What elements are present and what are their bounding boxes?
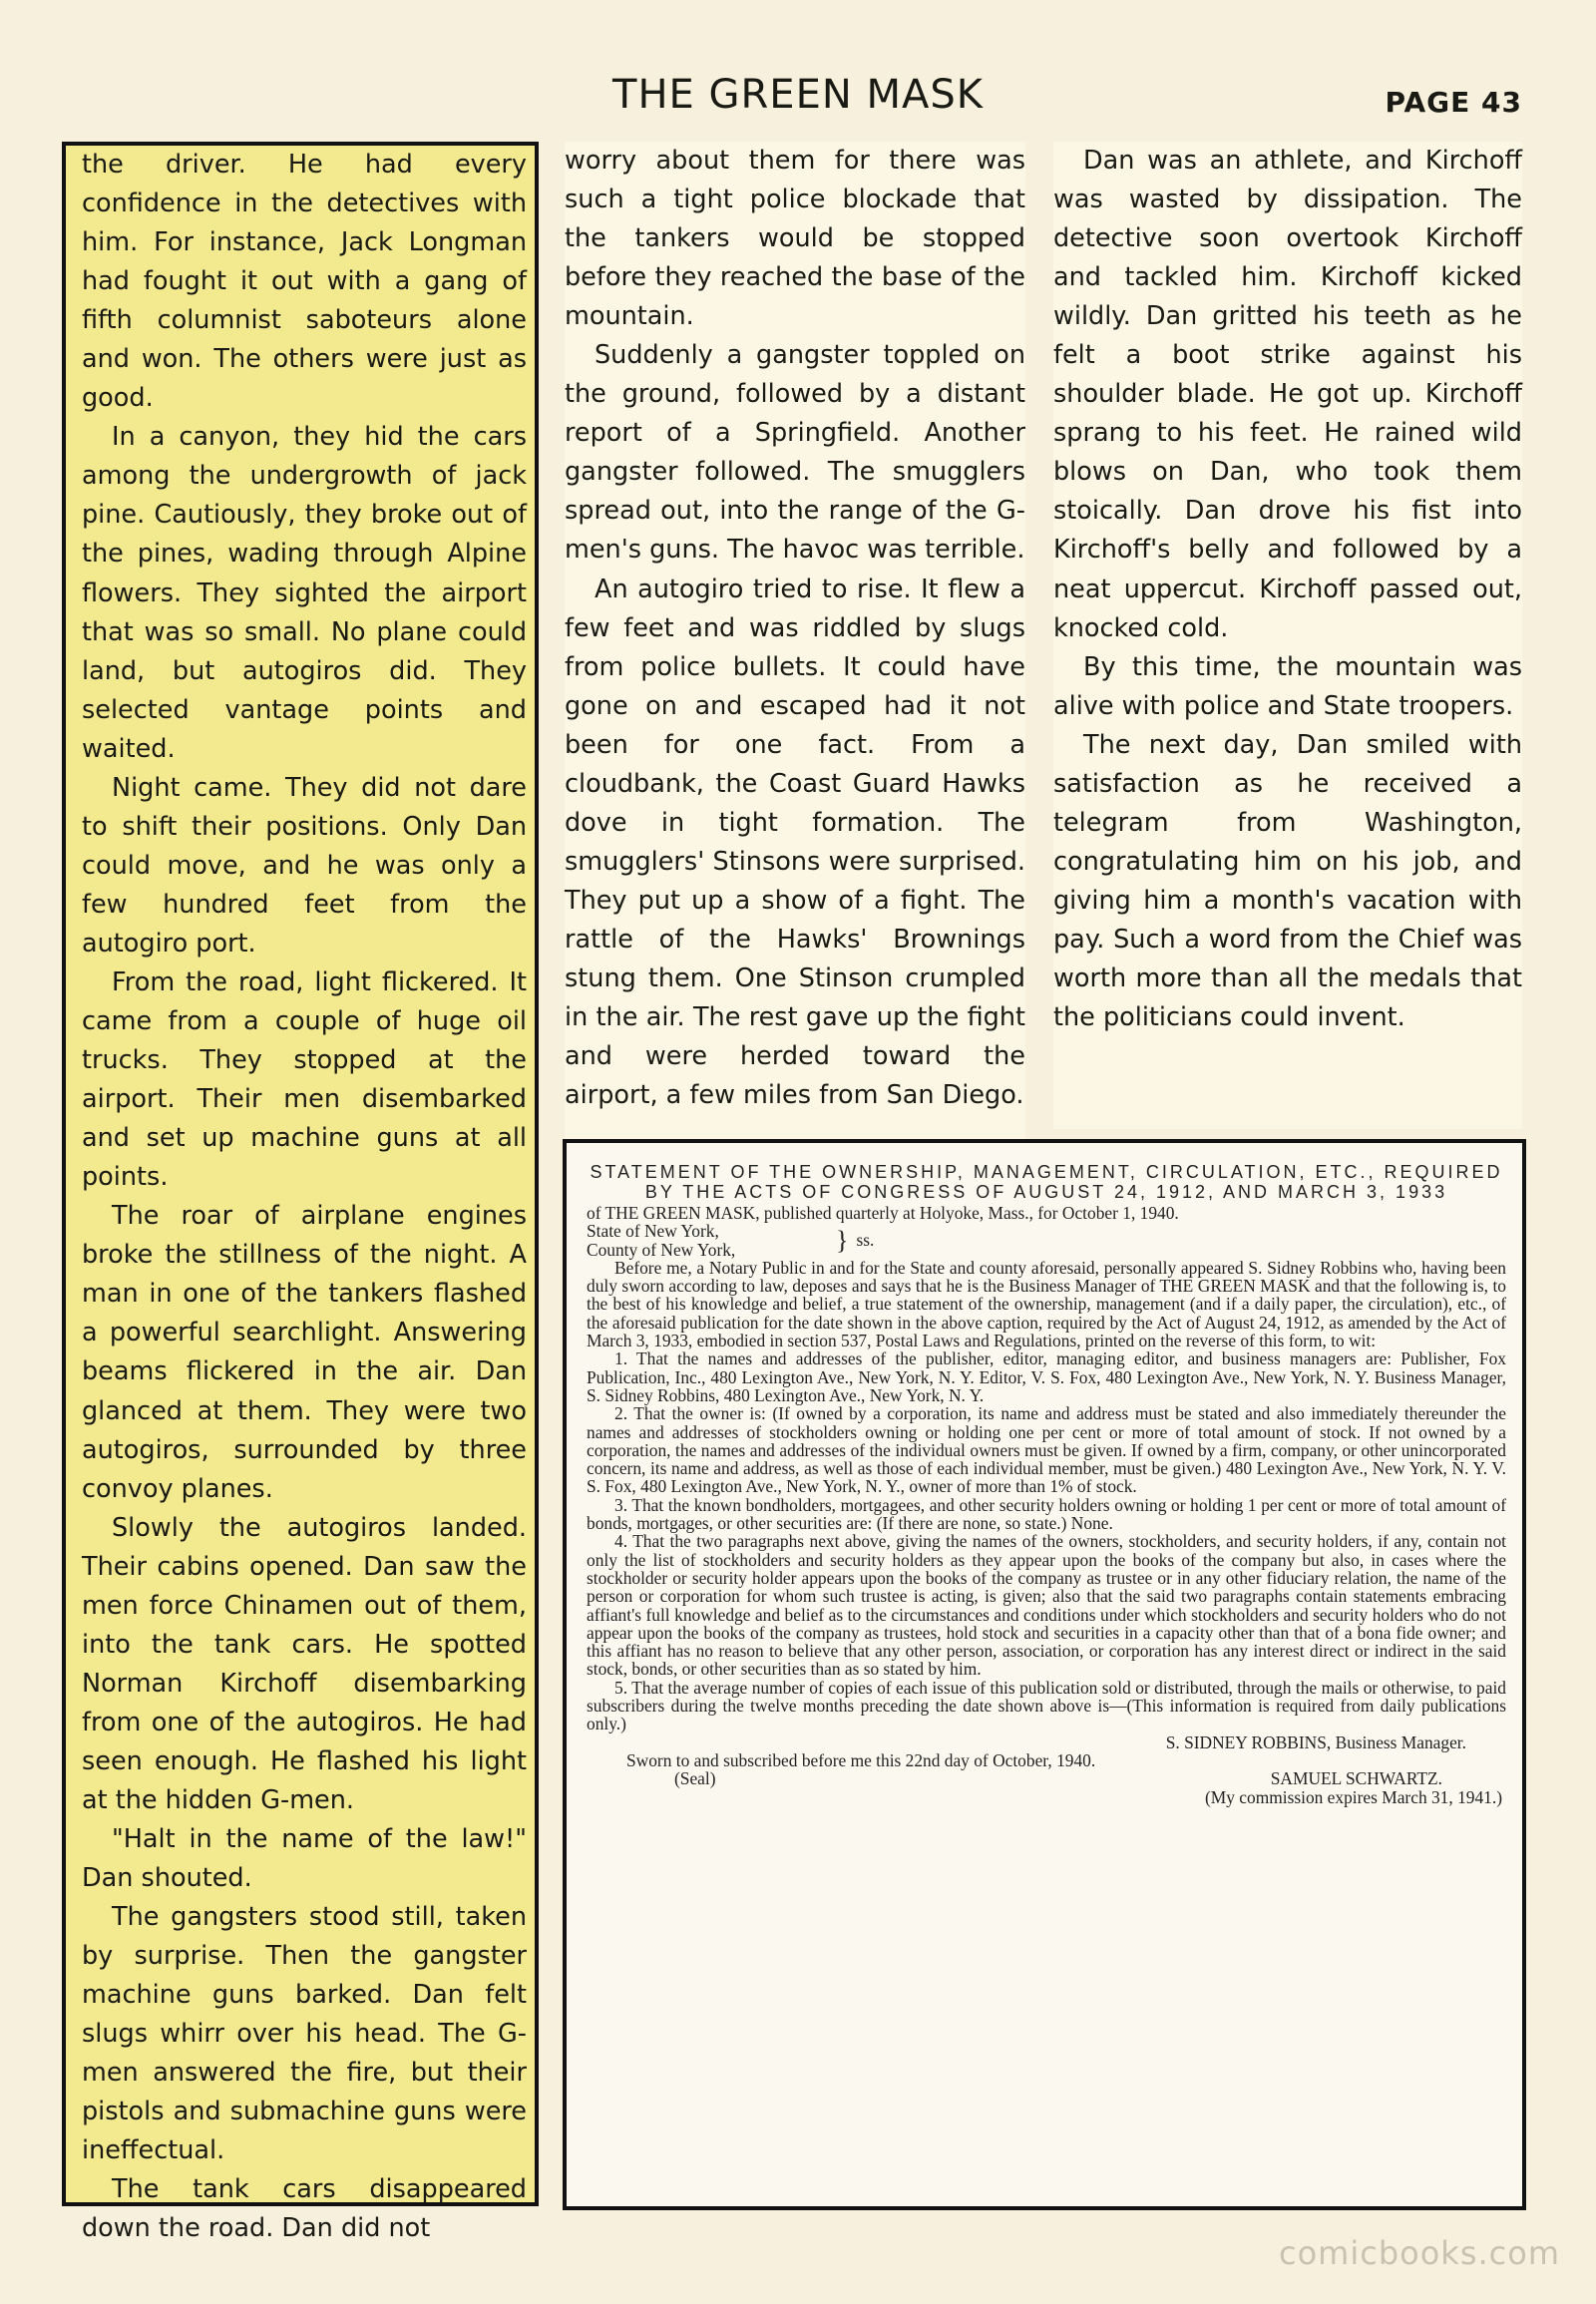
statement-heading: STATEMENT OF THE OWNERSHIP, MANAGEMENT, CIRCULATION, ETC., REQUIRED BY THE ACTS OF CONGRESS OF AUGUST 24, 1912, AND MARCH 3, 1933 xyxy=(590,1162,1503,1202)
site-watermark: comicbooks.com xyxy=(1278,2234,1560,2272)
paragraph: The tank cars disappeared down the road. Dan did not xyxy=(82,2174,527,2244)
paragraph: The roar of airplane engines broke the stillness of the night. A man in one of the tankers flashed a powerful searchlight. Answering beams flickered in the air. Dan glanced at them. They were two autogiros, surrounded by three convoy planes. xyxy=(82,1201,527,1504)
paragraph: worry about them for there was such a tight police blockade that the tankers would be stopped before they reached the base of the mountain. xyxy=(565,146,1025,332)
statement-paragraph: 5. That the average number of copies of each issue of this publication sold or distributed, through the mails or otherwise, to paid subscribers during the twelve months preceding the date shown above is—(This information is required from daily publications only.) xyxy=(587,1677,1506,1734)
story-column-2 xyxy=(565,142,1025,1141)
venue-county: County of New York, xyxy=(587,1239,736,1260)
statement-paragraph: Before me, a Notary Public in and for the State and county aforesaid, personally appeared S. Sidney Robbins who, having been duly sworn according to law, deposes and says that he is the Business Manager of THE GREEN MASK and that the following is, to the best of his knowledge and belief, a true statement of the ownership, management (and if a daily paper, the circulation), etc., of the aforesaid publication for the date shown in the above caption, required by the Act of August 24, 1912, as amended by the Act of March 3, 1933, embodied in section 537, Postal Laws and Regulations, printed on the reverse of this form, to wit: xyxy=(587,1257,1506,1351)
story-column-3 xyxy=(1053,142,1522,1129)
paragraph: the driver. He had every confidence in the detectives with him. For instance, Jack Longman had fought it out with a gang of fifth columnist saboteurs alone and won. The others were just as good. xyxy=(82,150,527,414)
paragraph: Suddenly a gangster toppled on the ground, followed by a distant report of a Springfield. Another gangster followed. The smugglers spread out, into the range of the G-men's guns. The havoc was terrible. xyxy=(565,340,1025,566)
statement-paragraph: 4. That the two paragraphs next above, giving the names of the owners, stockholders, and security holders, if any, contain not only the list of stockholders and security holders as they appear upon the books of the company but also, in cases where the stockholder or security holder appears upon the books of the company as trustee or in any other fiduciary relation, the name of the person or corporation for whom such trustee is acting, is given; also that the said two paragraphs contain statements embracing affiant's full knowledge and belief as to the circumstances and conditions under which stockholders and security holders who do not appear upon the books of the company as trustees, hold stock and securities in a capacity other than that of a bona fide owner; and this affiant has no reason to believe that any other person, association, or corporation has any interest direct or indirect in the said stock, bonds, or other securities than as so stated by him. xyxy=(587,1531,1506,1680)
paragraph: "Halt in the name of the law!" Dan shouted. xyxy=(82,1824,527,1894)
seal-row xyxy=(587,1769,1506,1787)
statement-intro: of THE GREEN MASK, published quarterly at Holyoke, Mass., for October 1, 1940. xyxy=(587,1203,1179,1223)
statement-paragraph: 2. That the owner is: (If owned by a corporation, its name and address must be stated and also immediately thereunder the names and addresses of stockholders owning or holding one per cent or more of total amount of stock. If not owned by a corporation, the names and addresses of the individual owners must be given. If owned by a firm, company, or other unincorporated concern, its name and address, as well as those of each individual member, must be given.) 480 Lexington Ave., New York, N. Y. V. S. Fox, 480 Lexington Ave., New York, N. Y., owner of more than 1% of stock. xyxy=(587,1403,1506,1497)
paragraph: Dan was an athlete, and Kirchoff was wasted by dissipation. The detective soon overtook Kirchoff and tackled him. Kirchoff kicked wildly. Dan gritted his teeth as he felt a boot strike against his shoulder blade. He got up. Kirchoff sprang to his feet. He rained wild blows on Dan, who took them stoically. Dan drove his fist into Kirchoff's belly and followed by a neat uppercut. Kirchoff passed out, knocked cold. xyxy=(1053,146,1522,643)
business-manager-signature: S. SIDNEY ROBBINS, Business Manager. xyxy=(1165,1731,1466,1752)
statement-paragraph: 1. That the names and addresses of the publisher, editor, managing editor, and business managers are: Publisher, Fox Publication, Inc., 480 Lexington Ave., New York, N. Y. Editor, V. S. Fox, 480 Lexington Ave., New York, N. Y. Business Manager, S. Sidney Robbins, 480 Lexington Ave., New York, N. Y. xyxy=(587,1348,1506,1405)
brace-glyph: } xyxy=(836,1225,849,1255)
paragraph: Night came. They did not dare to shift their positions. Only Dan could move, and he was only a few hundred feet from the autogiro port. xyxy=(82,772,527,959)
notary-name: SAMUEL SCHWARTZ. xyxy=(1270,1768,1442,1789)
commission-expiry: (My commission expires March 31, 1941.) xyxy=(1204,1786,1502,1807)
paragraph: The gangsters stood still, taken by surprise. Then the gangster machine guns barked. Dan felt slugs whirr over his head. The G-men answered the fire, but their pistols and submachine guns were ineffectual. xyxy=(82,1902,527,2166)
venue-block xyxy=(587,1222,1506,1259)
paragraph: In a canyon, they hid the cars among the undergrowth of jack pine. Cautiously, they broke out of the pines, wading through Alpine flowers. They sighted the airport that was so small. No plane could land, but autogiros did. They selected vantage points and waited. xyxy=(82,422,527,764)
seal-label: (Seal) xyxy=(674,1768,716,1789)
paragraph: From the road, light flickered. It came from a couple of huge oil trucks. They stopped at the airport. Their men disembarked and set up machine guns at all points. xyxy=(82,966,527,1193)
story-column-1 xyxy=(62,142,539,2244)
page-number: PAGE 43 xyxy=(1385,86,1522,119)
paragraph: An autogiro tried to rise. It flew a few feet and was riddled by slugs from police bullets. It could have gone on and escaped had it not been for one fact. From a cloudbank, the Coast Guard Hawks dove in tight formation. The smugglers' Stinsons were surprised. They put up a show of a fight. The rattle of the Hawks' Brownings stung them. One Stinson crumpled in the air. The rest gave up the fight and were herded toward the airport, a few miles from San Diego. xyxy=(565,574,1025,1111)
paragraph: Slowly the autogiros landed. Their cabins opened. Dan saw the men force Chinamen out of them, into the tank cars. He spotted Norman Kirchoff disembarking from one of the autogiros. He had seen enough. He flashed his light at the hidden G-men. xyxy=(82,1512,527,1815)
statement-paragraph: 3. That the known bondholders, mortgagees, and other security holders owning or holding 1 per cent or more of total amount of bonds, mortgages, or other securities are: (If there are none, so state.) None. xyxy=(587,1494,1506,1534)
venue-ss: ss. xyxy=(856,1230,875,1251)
magazine-title: THE GREEN MASK xyxy=(612,72,984,118)
paragraph: By this time, the mountain was alive with police and State troopers. xyxy=(1053,651,1522,721)
paragraph: The next day, Dan smiled with satisfaction as he received a telegram from Washington, congratulating him on his job, and giving him a month's vacation with pay. Such a word from the Chief was worth more than all the medals that the politicians could invent. xyxy=(1053,729,1522,1033)
ownership-statement-box xyxy=(563,1139,1526,2210)
sworn-line: Sworn to and subscribed before me this 22nd day of October, 1940. xyxy=(626,1749,1096,1770)
venue-state: State of New York, xyxy=(587,1221,719,1242)
